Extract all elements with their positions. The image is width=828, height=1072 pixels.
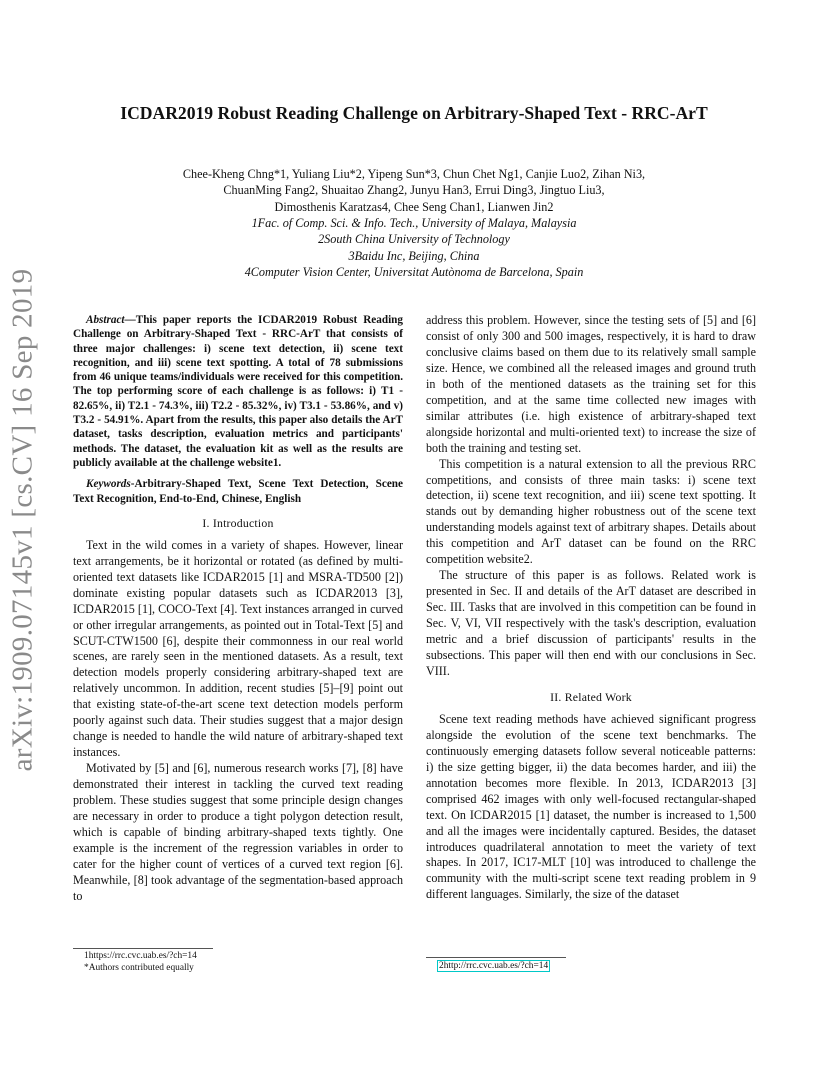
arxiv-identifier: arXiv:1909.07145v1 [cs.CV] 16 Sep 2019 — [6, 268, 39, 772]
footnote-right — [437, 960, 550, 972]
intro-paragraph-5: The structure of this paper is as follows. Related work is presented in Sec. II and details of the ArT dataset are described in Sec. III. Tasks that are involved in this competition can be found in Sec. V, VI, VII respectively with the task's description, evaluation metric and a brief discussion of participants' results in the subsections. This paper will then end with our conclusions in Sec. VIII. — [426, 568, 756, 678]
affiliation-3: 3Baidu Inc, Beijing, China — [348, 248, 480, 263]
author-line-3: Dimosthenis Karatzas4, Chee Seng Chan1, Lianwen Jin2 — [274, 199, 554, 214]
author-line-1: Chee-Kheng Chng*1, Yuliang Liu*2, Yipeng Sun*3, Chun Chet Ng1, Canjie Luo2, Zihan Ni3, — [182, 167, 646, 181]
left-column — [73, 313, 403, 905]
keywords-label: Keywords — [86, 478, 131, 491]
intro-paragraph-1: Text in the wild comes in a variety of shapes. However, linear text arrangements, be it horizontal or rotated (as defined by multi-oriented text datasets like ICDAR2015 [1] and MSRA-TD500 [2]) dominate existing popular datasets such as ICDAR2013 [3], ICDAR2015 [1], COCO-Text [4]. Text instances arranged in curved or other irregular arrangements, as pointed out in Total-Text [5] and SCUT-CTW1500 [6], despite their commonness in our real world scenes, are rarely seen in the mentioned datasets. As a result, text detection models properly considering arbitrary-shaped text are relatively uncommon. In addition, recent studies [5]–[9] point out that existing state-of-the-art scene text detection models perform poorly against such data. Their studies suggest that a major design change is needed to handle the wild nature of arbitrary-shaped text instances. — [73, 537, 403, 760]
keywords-text: -Arbitrary-Shaped Text, Scene Text Detection, Scene Text Recognition, End-to-End, Chinese, English — [73, 478, 403, 505]
section-heading-related-work: II. Related Work — [550, 689, 632, 704]
intro-paragraph-3: address this problem. However, since the testing sets of [5] and [6] consist of only 300 and 500 images, respectively, it is hard to draw conclusive claims based on them due to its relatively small sample size. Hence, we combined all the released images and ground truth in both of the mentioned datasets as the training set for this competition, and at the same time collected new images with similar attributes (i.e. high existence of arbitrary-shaped text alongside horizontal and multi-oriented text) to increase the size of both the training and testing set. — [426, 313, 756, 455]
footnote-divider-left — [73, 948, 213, 949]
affiliation-list — [120, 215, 708, 281]
intro-paragraph-2: Motivated by [5] and [6], numerous research works [7], [8] have demonstrated their interest in tackling the curved text reading problem. These studies suggest that some principle design changes are necessary in order to produce a tight polygon detection result, which is capable of binding arbitrary-shaped texts tightly. One example is the increment of the regression variables in order to cater for the higher count of vertices of a curved text region [6]. Meanwhile, [8] took advantage of the segmentation-based approach to — [73, 761, 403, 903]
author-list — [120, 166, 708, 215]
footnote-left — [84, 950, 197, 975]
related-work-paragraph-1: Scene text reading methods have achieved significant progress alongside the evolution of the scene text benchmarks. The continuously emerging datasets follow several noticeable patterns: i) the size getting bigger, ii) the data becomes harder, and iii) the annotation becomes more flexible. In 2013, ICDAR2013 [3] comprised 462 images with only well-focused rectangular-shaped text. On ICDAR2015 [1] dataset, the number is increased to 1,500 and all the images were incidentally captured. Besides, the dataset introduces quadrilateral annotation to meet the variety of text shapes. In 2017, IC17-MLT [10] was introduced to challenge the community with the multi-script scene text reading problem in 9 different languages. Similarly, the size of the dataset — [426, 711, 756, 902]
affiliation-4: 4Computer Vision Center, Universitat Autònoma de Barcelona, Spain — [244, 265, 584, 280]
footnote-competition-link[interactable]: 2http://rrc.cvc.uab.es/?ch=14 — [439, 961, 549, 971]
affiliation-1: 1Fac. of Comp. Sci. & Info. Tech., University of Malaya, Malaysia — [251, 216, 577, 230]
footnote-website-link[interactable]: 1https://rrc.cvc.uab.es/?ch=14 — [84, 951, 197, 961]
right-column — [426, 313, 756, 903]
footnote-equal-contribution: *Authors contributed equally — [84, 963, 194, 974]
intro-paragraph-4: This competition is a natural extension to all the previous RRC competitions, and consists of three main tasks: i) scene text detection, ii) scene text recognition, and iii) scene text spotting. It stands out by demanding higher robustness out of the scene text understanding models against text of arbitrary shapes. Details about this competition and ArT dataset can be found on the RRC competition website2. — [426, 456, 756, 567]
footnote-divider-right — [426, 957, 566, 958]
abstract-label: Abstract — [86, 314, 125, 326]
abstract — [73, 313, 403, 470]
abstract-text: —This paper reports the ICDAR2019 Robust Reading Challenge on Arbitrary-Shaped Text - RRC-ArT that consists of three major challenges: i) scene text detection, ii) scene text recognition, and iii) scene text spotting. A total of 78 submissions from 46 unique teams/individuals were received for this competition. The top performing score of each challenge is as follows: i) T1 - 82.65%, ii) T2.1 - 74.3%, iii) T2.2 - 85.32%, iv) T3.1 - 53.86%, and v) T3.2 - 54.91%. Apart from the results, this paper also details the ArT dataset, tasks description, evaluation metrics and participants' methods. The dataset, the evaluation kit as well as the results are publicly available at the challenge website1. — [73, 314, 403, 469]
keywords — [73, 477, 403, 506]
section-heading-introduction: I. Introduction — [202, 515, 274, 530]
paper-title: ICDAR2019 Robust Reading Challenge on Arbitrary-Shaped Text - RRC-ArT — [120, 103, 708, 123]
author-line-2: ChuanMing Fang2, Shuaitao Zhang2, Junyu Han3, Errui Ding3, Jingtuo Liu3, — [223, 183, 605, 198]
affiliation-2: 2South China University of Technology — [318, 232, 510, 247]
